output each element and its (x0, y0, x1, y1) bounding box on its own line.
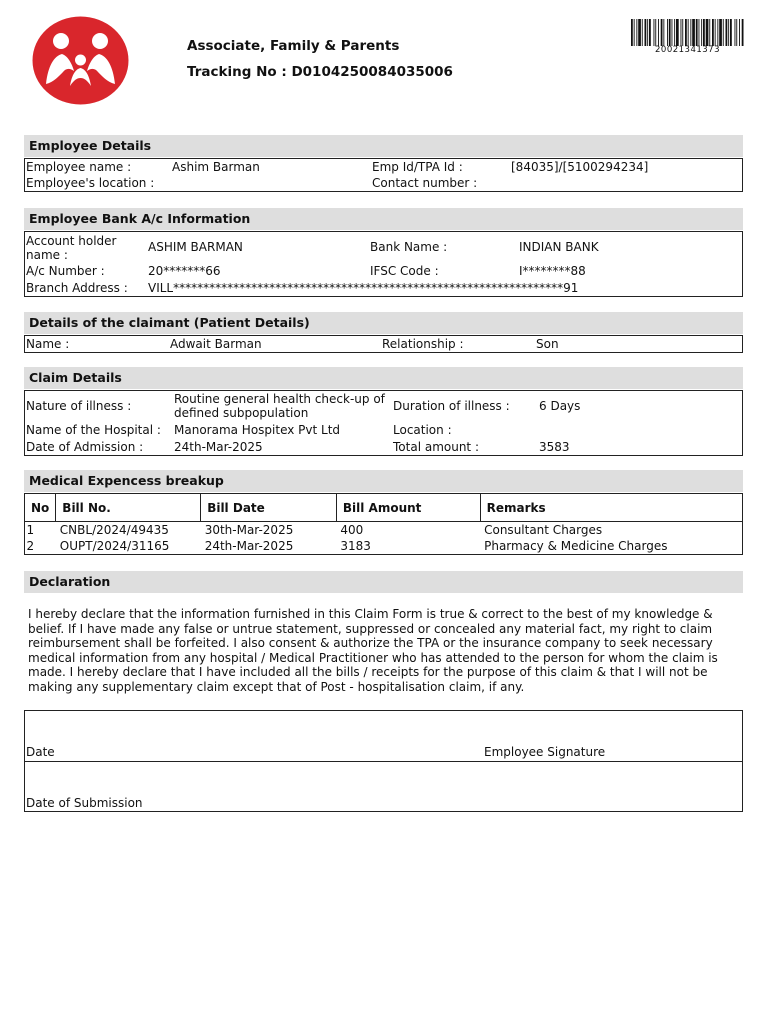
barcode-number: 20021341373 (655, 45, 720, 55)
relationship-value: Son (536, 337, 559, 351)
col-header-no: No (25, 494, 56, 522)
claim-details-box (24, 390, 743, 456)
account-holder-value: ASHIM BARMAN (148, 240, 243, 254)
employee-name-label: Employee name : (26, 160, 132, 174)
medical-bills-table (24, 493, 743, 554)
employee-location-label: Employee's location : (26, 176, 155, 190)
cell-bill-no: OUPT/2024/31165 (59, 539, 170, 553)
hospital-location-label: Location : (393, 423, 452, 437)
table-row (25, 538, 743, 554)
duration-of-illness-value: 6 Days (539, 399, 581, 413)
declaration-text: I hereby declare that the information furnished in this Claim Form is true & correct to the best of my knowledge & belief. If I have made any false or untrue statement, suppressed or concealed any material fact, my right to claim reimbursement shall be forfeited. I also consent & authorize the TPA or the insurance company to seek necessary medical information from any hospital / Medical Practitioner who has attended to the person for whom the claim is made. I hereby declare that I have included all the bills / receipts for the purpose of this claim & that I will not be making any supplementary claim except that of Post - hospitalisation claim, if any. (28, 607, 718, 694)
emp-id-label: Emp Id/TPA Id : (372, 160, 463, 174)
cell-bill-date: 30th-Mar-2025 (204, 523, 294, 537)
emp-id-value: [84035]/[5100294234] (511, 160, 649, 174)
bank-name-value: INDIAN BANK (519, 240, 599, 254)
col-header-remarks: Remarks (480, 494, 742, 522)
submission-box (24, 761, 743, 812)
branch-address-value: VILL*****************************************************************91 (148, 281, 579, 295)
employee-name-value: Ashim Barman (172, 160, 260, 174)
hospital-name-value: Manorama Hospitex Pvt Ltd (174, 423, 341, 437)
total-amount-value: 3583 (539, 440, 570, 454)
claimant-name-label: Name : (26, 337, 70, 351)
bills-header-row (25, 494, 743, 522)
contact-number-label: Contact number : (372, 176, 478, 190)
cell-bill-date: 24th-Mar-2025 (204, 539, 294, 553)
col-header-bill-date: Bill Date (201, 494, 337, 522)
employee-details-box (24, 158, 743, 192)
section-declaration: Declaration (24, 571, 743, 593)
ifsc-code-label: IFSC Code : (370, 264, 439, 278)
nature-of-illness-label: Nature of illness : (26, 399, 132, 413)
date-label: Date (26, 745, 55, 759)
col-header-bill-no: Bill No. (56, 494, 201, 522)
relationship-label: Relationship : (382, 337, 464, 351)
table-row (25, 522, 743, 539)
company-logo (32, 16, 129, 105)
total-amount-label: Total amount : (393, 440, 479, 454)
employee-signature-label: Employee Signature (484, 745, 606, 759)
section-bank-info: Employee Bank A/c Information (24, 208, 743, 230)
tracking-number: Tracking No : D0104250084035006 (187, 64, 453, 80)
cell-remarks: Pharmacy & Medicine Charges (484, 539, 668, 553)
cell-bill-amount: 400 (340, 523, 364, 537)
branch-address-label: Branch Address : (26, 281, 128, 295)
section-employee-details: Employee Details (24, 135, 743, 157)
col-header-bill-amount: Bill Amount (336, 494, 480, 522)
bank-name-label: Bank Name : (370, 240, 448, 254)
cell-no: 1 (26, 523, 35, 537)
ifsc-code-value: I********88 (519, 264, 586, 278)
cell-remarks: Consultant Charges (484, 523, 603, 537)
form-title: Associate, Family & Parents (187, 38, 400, 54)
section-claim-details: Claim Details (24, 367, 743, 389)
bank-info-box (24, 231, 743, 297)
signature-box (24, 710, 743, 762)
claimant-name-value: Adwait Barman (170, 337, 262, 351)
date-of-admission-label: Date of Admission : (26, 440, 144, 454)
duration-of-illness-label: Duration of illness : (393, 399, 510, 413)
date-of-admission-value: 24th-Mar-2025 (174, 440, 263, 454)
account-number-label: A/c Number : (26, 264, 105, 278)
hospital-name-label: Name of the Hospital : (26, 423, 161, 437)
account-number-value: 20*******66 (148, 264, 221, 278)
cell-bill-amount: 3183 (340, 539, 371, 553)
cell-no: 2 (26, 539, 35, 553)
nature-of-illness-value: Routine general health check-up of defined subpopulation (174, 392, 385, 420)
claimant-details-box (24, 335, 743, 353)
cell-bill-no: CNBL/2024/49435 (59, 523, 169, 537)
account-holder-label: Account holder name : (26, 234, 117, 262)
date-of-submission-label: Date of Submission (26, 796, 143, 810)
section-claimant-details: Details of the claimant (Patient Details) (24, 312, 743, 334)
section-medical-breakup: Medical Expencess breakup (24, 470, 743, 492)
